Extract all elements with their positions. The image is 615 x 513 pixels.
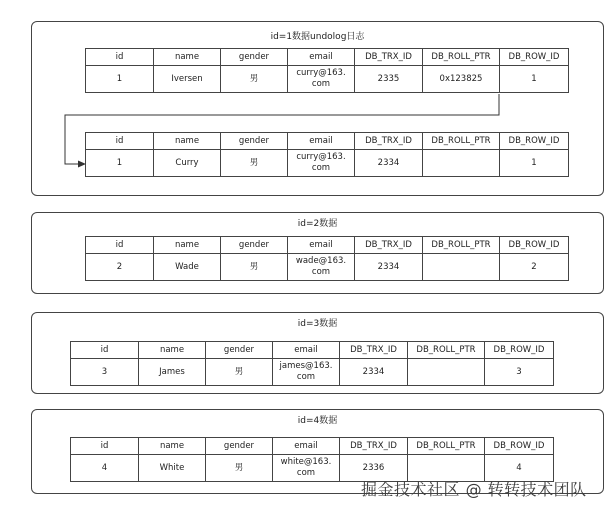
column-header: gender [206, 342, 273, 359]
table-cell: James [139, 359, 206, 386]
table-cell: 2335 [355, 66, 423, 93]
table-cell: white@163. com [273, 455, 340, 482]
record-table [70, 437, 554, 482]
column-header: DB_ROLL_PTR [408, 342, 485, 359]
table-row [71, 359, 554, 386]
column-header: DB_ROW_ID [485, 438, 554, 455]
column-header: name [154, 49, 221, 66]
table-cell: White [139, 455, 206, 482]
column-header: DB_ROW_ID [500, 133, 569, 150]
table-cell: 2334 [355, 254, 423, 281]
table-cell: 4 [485, 455, 554, 482]
column-header: id [86, 49, 154, 66]
table-cell: 1 [86, 66, 154, 93]
panel-title: id=2数据 [297, 219, 338, 229]
column-header: email [288, 237, 355, 254]
table-cell: 2334 [340, 359, 408, 386]
column-header: gender [206, 438, 273, 455]
column-header: gender [221, 133, 288, 150]
column-header: DB_ROW_ID [500, 49, 569, 66]
table-cell: 2 [86, 254, 154, 281]
column-header: email [288, 49, 355, 66]
table-cell: curry@163. com [288, 66, 355, 93]
record-table [70, 341, 554, 386]
panel-title: id=4数据 [297, 416, 338, 426]
column-header: DB_ROLL_PTR [408, 438, 485, 455]
column-header: DB_TRX_ID [355, 133, 423, 150]
column-header: DB_ROW_ID [485, 342, 554, 359]
table-cell: 1 [500, 66, 569, 93]
column-header: email [273, 438, 340, 455]
column-header: id [71, 438, 139, 455]
table-cell [423, 254, 500, 281]
table-cell: 男 [221, 66, 288, 93]
table-cell: Iversen [154, 66, 221, 93]
table-cell: 3 [71, 359, 139, 386]
column-header: email [273, 342, 340, 359]
table-cell: 2334 [355, 150, 423, 177]
column-header: DB_TRX_ID [355, 49, 423, 66]
column-header: id [86, 133, 154, 150]
table-cell [408, 359, 485, 386]
table-cell: 2 [500, 254, 569, 281]
column-header: DB_TRX_ID [340, 342, 408, 359]
table-cell: 2336 [340, 455, 408, 482]
table-cell: 4 [71, 455, 139, 482]
table-cell: Wade [154, 254, 221, 281]
table-cell: 男 [206, 359, 273, 386]
column-header: name [139, 342, 206, 359]
table-cell: 男 [221, 254, 288, 281]
column-header: id [71, 342, 139, 359]
panel-title: id=1数据undolog日志 [270, 32, 365, 42]
table-row [86, 254, 569, 281]
column-header: DB_ROLL_PTR [423, 237, 500, 254]
column-header: name [154, 237, 221, 254]
table-cell: 0x123825 [423, 66, 500, 93]
column-header: id [86, 237, 154, 254]
record-table [85, 236, 569, 281]
column-header: DB_ROLL_PTR [423, 133, 500, 150]
column-header: gender [221, 49, 288, 66]
table-cell: 1 [500, 150, 569, 177]
table-cell: 3 [485, 359, 554, 386]
table-cell: james@163. com [273, 359, 340, 386]
column-header: gender [221, 237, 288, 254]
column-header: DB_ROLL_PTR [423, 49, 500, 66]
column-header: DB_TRX_ID [340, 438, 408, 455]
table-cell: 1 [86, 150, 154, 177]
watermark: 掘金技术社区 @ 转转技术团队 [361, 480, 587, 499]
table-cell: wade@163. com [288, 254, 355, 281]
table-cell: 男 [206, 455, 273, 482]
column-header: name [139, 438, 206, 455]
table-cell: curry@163. com [288, 150, 355, 177]
table-cell: Curry [154, 150, 221, 177]
table-cell: 男 [221, 150, 288, 177]
column-header: DB_ROW_ID [500, 237, 569, 254]
column-header: email [288, 133, 355, 150]
column-header: DB_TRX_ID [355, 237, 423, 254]
panel-title: id=3数据 [297, 319, 338, 329]
column-header: name [154, 133, 221, 150]
